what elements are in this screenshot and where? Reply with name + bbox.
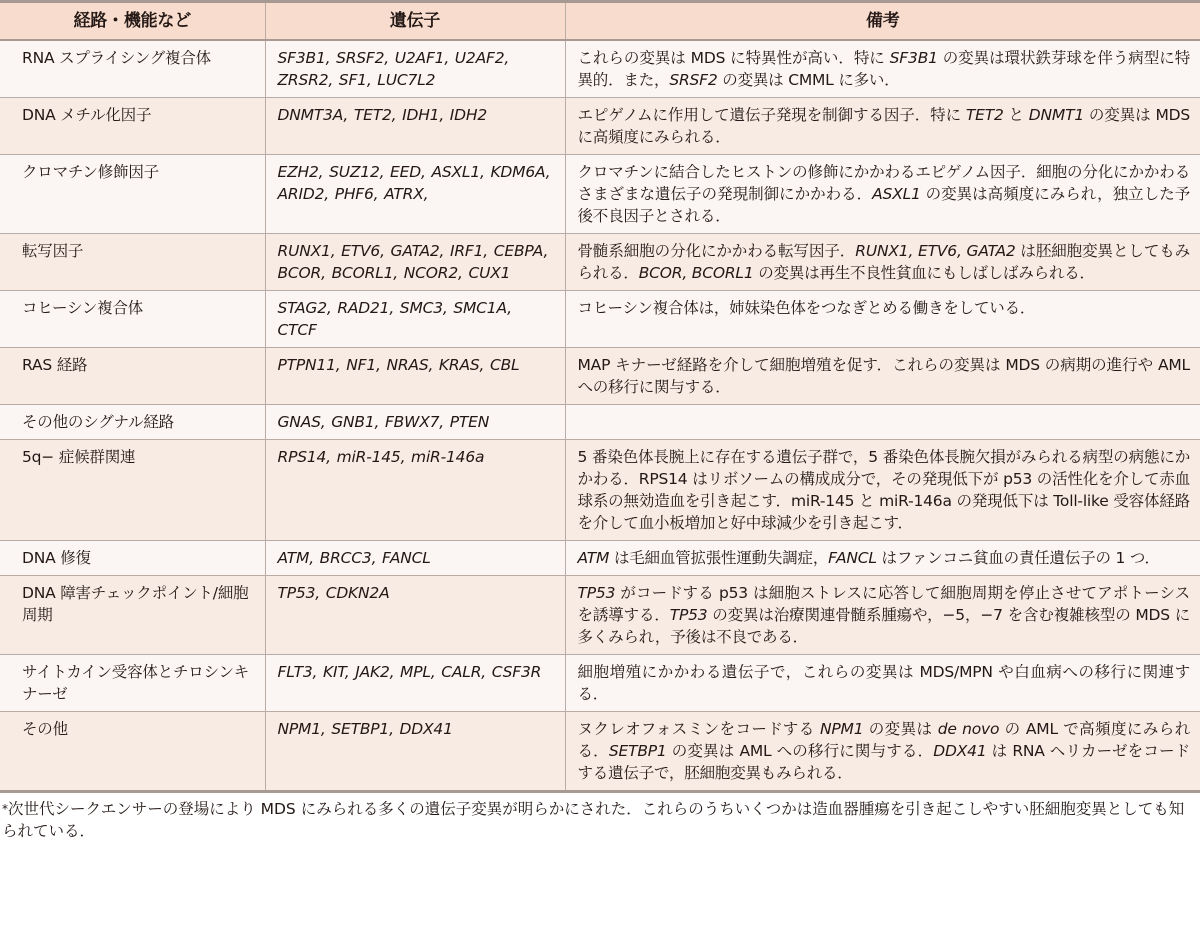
table-body	[0, 40, 1200, 792]
cell-genes: PTPN11, NF1, NRAS, KRAS, CBL	[265, 348, 565, 405]
cell-genes: SF3B1, SRSF2, U2AF1, U2AF2, ZRSR2, SF1, LUC7L2	[265, 40, 565, 98]
gene-name-italic: de novo	[937, 720, 1000, 738]
cell-pathway: クロマチン修飾因子	[0, 155, 265, 234]
cell-genes: TP53, CDKN2A	[265, 576, 565, 655]
cell-notes	[565, 291, 1200, 348]
table-row	[0, 655, 1200, 712]
note-text: 細胞増殖にかかわる遺伝子で，これらの変異は MDS/MPN や白血病への移行に関連する．	[577, 663, 1190, 703]
cell-notes	[565, 234, 1200, 291]
gene-name-italic: NPM1	[819, 720, 864, 738]
table-row	[0, 234, 1200, 291]
gene-name-italic: SRSF2	[669, 71, 718, 89]
footnote	[0, 793, 1200, 842]
note-text: ヌクレオフォスミンをコードする	[577, 720, 820, 738]
table-row	[0, 348, 1200, 405]
note-text: と	[1003, 106, 1029, 124]
table-row	[0, 40, 1200, 98]
cell-notes	[565, 541, 1200, 576]
note-text: コヒーシン複合体は，姉妹染色体をつなぎとめる働きをしている．	[577, 299, 1036, 317]
cell-notes	[565, 348, 1200, 405]
gene-name-italic: FANCL	[828, 549, 877, 567]
note-text: の AML で高頻度にみられる．	[577, 720, 1190, 760]
header-genes: 遺伝子	[265, 2, 565, 41]
cell-pathway: 転写因子	[0, 234, 265, 291]
cell-pathway: サイトカイン受容体とチロシンキナーゼ	[0, 655, 265, 712]
note-text: は毛細血管拡張性運動失調症，	[609, 549, 829, 567]
table-row	[0, 541, 1200, 576]
table-row	[0, 291, 1200, 348]
note-text: の変異は MDS に高頻度にみられる．	[577, 106, 1190, 146]
note-text: の変異は治療関連骨髄系腫瘍や，−5，−7 を含む複雑核型の MDS に多くみられ，予後は不良である．	[577, 606, 1190, 646]
cell-notes	[565, 655, 1200, 712]
note-text: 骨髄系細胞の分化にかかわる転写因子．	[577, 242, 856, 260]
cell-pathway: DNA 修復	[0, 541, 265, 576]
footnote-text: 次世代シークエンサーの登場により MDS にみられる多くの遺伝子変異が明らかにされた．これらのうちいくつかは造血器腫瘍を引き起こしやすい胚細胞変異としても知られている．	[2, 800, 1185, 840]
cell-genes: FLT3, KIT, JAK2, MPL, CALR, CSF3R	[265, 655, 565, 712]
table-row	[0, 405, 1200, 440]
header-pathway: 経路・機能など	[0, 2, 265, 41]
gene-name-italic: DDX41	[933, 742, 987, 760]
note-text: の変異は	[863, 720, 938, 738]
cell-pathway: RAS 経路	[0, 348, 265, 405]
cell-notes	[565, 440, 1200, 541]
note-text: 5 番染色体長腕上に存在する遺伝子群で，5 番染色体長腕欠損がみられる病型の病態にかかわる．RPS14 はリボソームの構成成分で，その発現低下が p53 の活性化を介して赤血球系の無効造血を引き起こす．miR-145 と miR-146a の発現低下は Toll-like 受容体経路を介して血小板増加と好中球減少を引き起こす．	[577, 448, 1190, 532]
cell-genes: NPM1, SETBP1, DDX41	[265, 712, 565, 792]
note-text: エピゲノムに作用して遺伝子発現を制御する因子．特に	[577, 106, 966, 124]
table-row	[0, 712, 1200, 792]
table-row	[0, 576, 1200, 655]
cell-notes	[565, 712, 1200, 792]
gene-name-italic: TP53	[577, 584, 616, 602]
cell-pathway: 5q− 症候群関連	[0, 440, 265, 541]
cell-genes: GNAS, GNB1, FBWX7, PTEN	[265, 405, 565, 440]
note-text: クロマチンに結合したヒストンの修飾にかかわるエピゲノム因子．細胞の分化にかかわるさまざまな遺伝子の発現制御にかかわる．	[577, 163, 1190, 203]
note-text: これらの変異は MDS に特異性が高い．特に	[577, 49, 890, 67]
gene-name-italic: BCOR, BCORL1	[638, 264, 754, 282]
note-text: はファンコニ貧血の責任遺伝子の 1 つ．	[876, 549, 1160, 567]
cell-genes: DNMT3A, TET2, IDH1, IDH2	[265, 98, 565, 155]
note-text: がコードする p53 は細胞ストレスに応答して細胞周期を停止させてアポトーシスを誘導する．	[577, 584, 1190, 624]
footnote-marker: *	[2, 802, 8, 816]
cell-genes: STAG2, RAD21, SMC3, SMC1A, CTCF	[265, 291, 565, 348]
cell-notes	[565, 405, 1200, 440]
note-text: MAP キナーゼ経路を介して細胞増殖を促す．これらの変異は MDS の病期の進行や AML への移行に関与する．	[577, 356, 1190, 396]
note-text: の変異は高頻度にみられ，独立した予後不良因子とされる．	[577, 185, 1191, 225]
cell-genes: RPS14, miR-145, miR-146a	[265, 440, 565, 541]
gene-name-italic: SF3B1	[889, 49, 938, 67]
gene-name-italic: DNMT1	[1028, 106, 1085, 124]
cell-notes	[565, 98, 1200, 155]
header-notes: 備考	[565, 2, 1200, 41]
cell-pathway: DNA メチル化因子	[0, 98, 265, 155]
cell-genes: RUNX1, ETV6, GATA2, IRF1, CEBPA, BCOR, BCORL1, NCOR2, CUX1	[265, 234, 565, 291]
cell-genes: EZH2, SUZ12, EED, ASXL1, KDM6A, ARID2, PHF6, ATRX,	[265, 155, 565, 234]
note-text: の変異は環状鉄芽球を伴う病型に特異的．また，	[577, 49, 1190, 89]
cell-pathway: DNA 障害チェックポイント/細胞周期	[0, 576, 265, 655]
cell-pathway: コヒーシン複合体	[0, 291, 265, 348]
cell-notes	[565, 155, 1200, 234]
note-text: の変異は AML への移行に関与する．	[666, 742, 934, 760]
cell-pathway: その他	[0, 712, 265, 792]
gene-name-italic: SETBP1	[608, 742, 667, 760]
gene-name-italic: RUNX1, ETV6, GATA2	[855, 242, 1016, 260]
note-text: の変異は CMML に多い．	[717, 71, 900, 89]
cell-pathway: その他のシグナル経路	[0, 405, 265, 440]
gene-name-italic: ASXL1	[872, 185, 921, 203]
table-row	[0, 155, 1200, 234]
note-text: の変異は再生不良性貧血にもしばしばみられる．	[753, 264, 1095, 282]
note-text: は胚細胞変異としてもみられる．	[577, 242, 1190, 282]
cell-genes: ATM, BRCC3, FANCL	[265, 541, 565, 576]
cell-notes	[565, 576, 1200, 655]
table-row	[0, 98, 1200, 155]
gene-name-italic: TP53	[669, 606, 708, 624]
gene-name-italic: TET2	[965, 106, 1004, 124]
table-row	[0, 440, 1200, 541]
note-text: は RNA ヘリカーゼをコードする遺伝子で，胚細胞変異もみられる．	[577, 742, 1190, 782]
cell-notes	[565, 40, 1200, 98]
cell-pathway: RNA スプライシング複合体	[0, 40, 265, 98]
table-header-row	[0, 2, 1200, 41]
gene-name-italic: ATM	[577, 549, 610, 567]
